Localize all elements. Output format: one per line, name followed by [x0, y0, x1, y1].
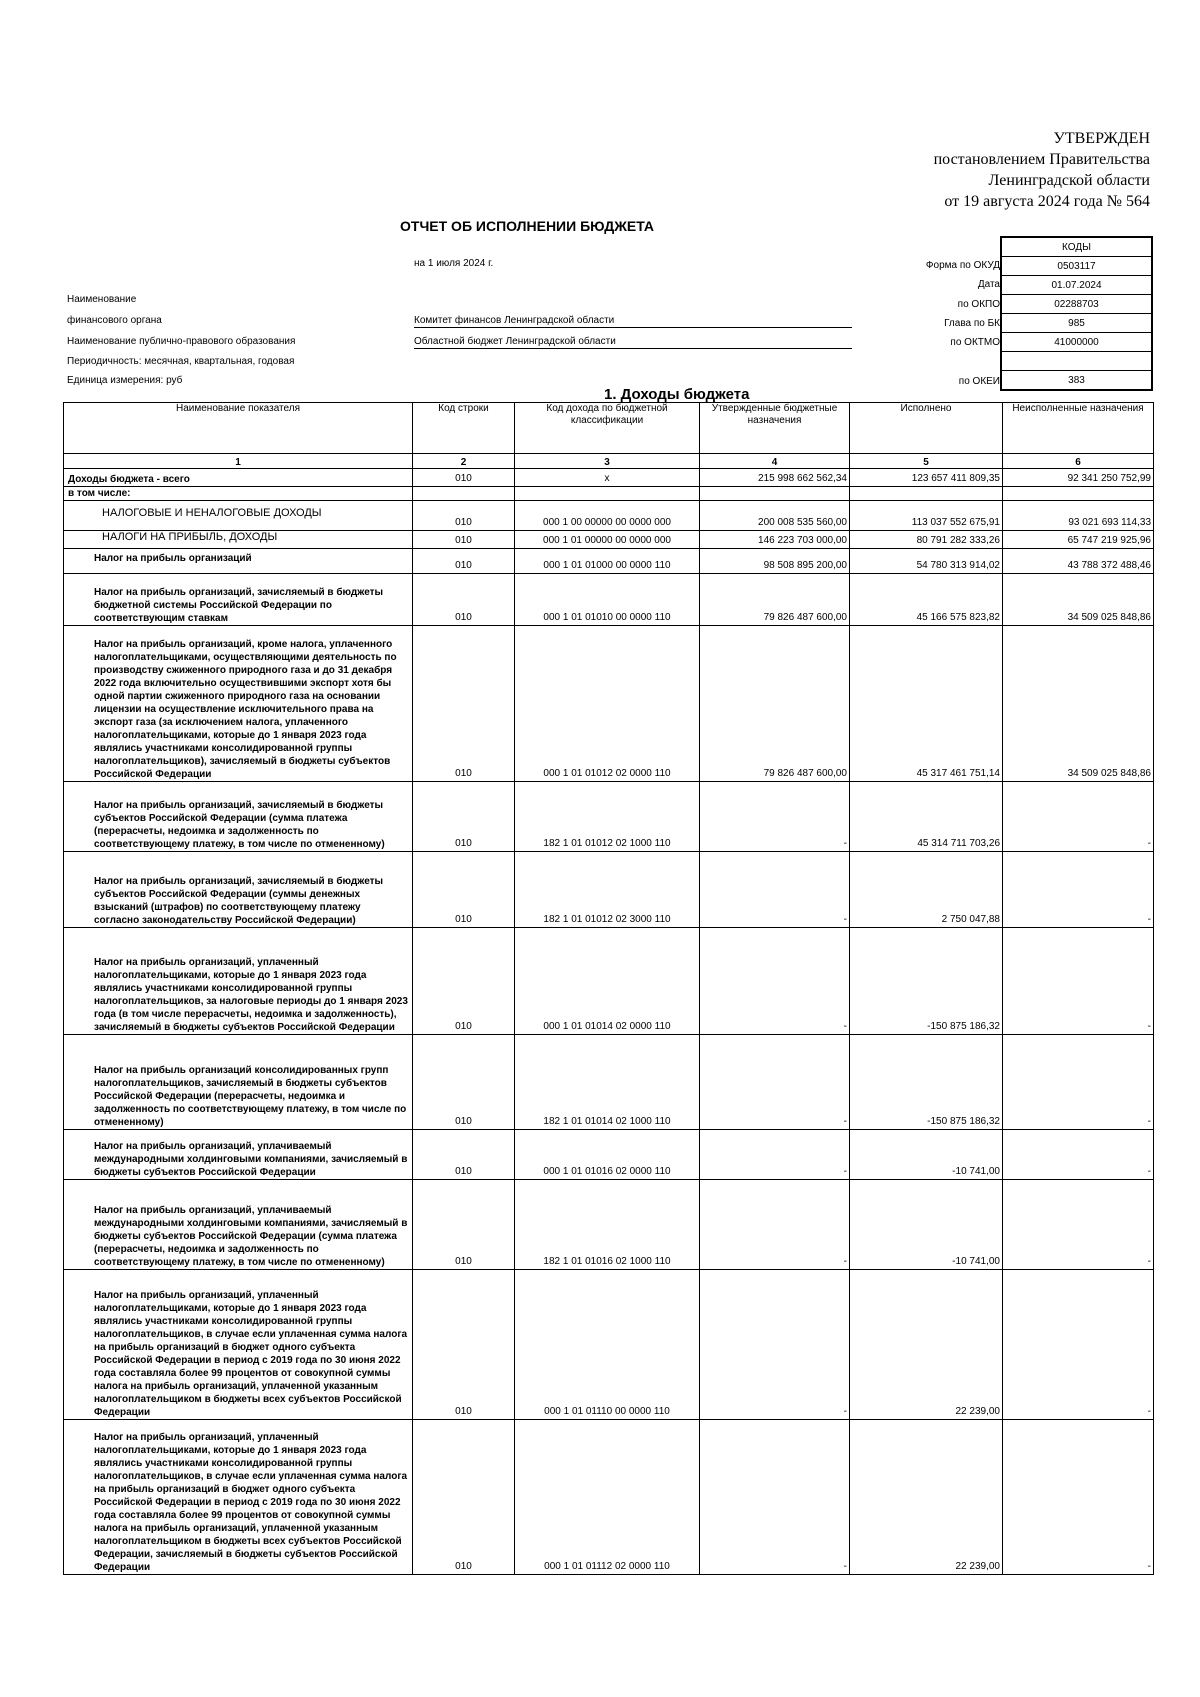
row-approved: 79 826 487 600,00 — [700, 626, 850, 782]
row-approved: 98 508 895 200,00 — [700, 549, 850, 574]
row-unexecuted: - — [1003, 928, 1154, 1035]
row-income-code: 000 1 00 00000 00 0000 000 — [515, 501, 700, 531]
row-name: Налог на прибыль организаций, кроме налога, уплаченного налогоплательщиками, осуществляющими деятельность по производству сжиженного природного газа и до 31 декабря 2022 года включительно осуществившими экспорт хотя бы одной партии сжиженного природного газа на основании лицензии на осуществление исключительного права на экспорт газа (за исключением налога, уплаченного налогоплательщиками, которые до 1 января 2023 года являлись участниками консолидированной группы налогоплательщиков), зачисляемый в бюджеты субъектов Российской Федерации — [64, 626, 413, 782]
row-name: Налог на прибыль организаций, зачисляемый в бюджеты бюджетной системы Российской Федерации по соответствующим ставкам — [64, 574, 413, 626]
row-line-code: 010 — [413, 782, 515, 852]
row-executed: -150 875 186,32 — [850, 1035, 1003, 1130]
row-unexecuted: 43 788 372 488,46 — [1003, 549, 1154, 574]
row-approved: - — [700, 1130, 850, 1180]
col-number: 5 — [850, 454, 1003, 469]
unit-of-measure: Единица измерения: руб — [67, 375, 183, 386]
date-label: Дата — [977, 279, 1000, 291]
row-name: Налог на прибыль организаций, уплачиваемый международными холдинговыми компаниями, зачисляемый в бюджеты субъектов Российской Федерации (сумма платежа (перерасчеты, недоимка и задолженность по соответствующему платежу, в том числе по отмененному) — [64, 1180, 413, 1270]
row-executed: 22 239,00 — [850, 1270, 1003, 1420]
document-title: ОТЧЕТ ОБ ИСПОЛНЕНИИ БЮДЖЕТА — [400, 218, 654, 234]
date-code: 01.07.2024 — [1001, 276, 1152, 295]
row-line-code: 010 — [413, 928, 515, 1035]
row-approved: 79 826 487 600,00 — [700, 574, 850, 626]
row-executed — [850, 487, 1003, 501]
table-row — [64, 487, 1154, 501]
row-approved: 215 998 662 562,34 — [700, 469, 850, 487]
row-approved: - — [700, 852, 850, 928]
row-executed: 2 750 047,88 — [850, 852, 1003, 928]
empty-label — [926, 352, 1000, 371]
row-executed: 123 657 411 809,35 — [850, 469, 1003, 487]
row-name: Налог на прибыль организаций, уплаченный налогоплательщиками, которые до 1 января 2023 года являлись участниками консолидированной группы налогоплательщиков, в случае если уплаченная сумма налога на прибыль организаций в бюджет одного субъекта Российской Федерации в период с 2019 года по 30 июня 2022 года составляла более 99 процентов от совокупной суммы налога на прибыль организаций, уплаченной указанным налогоплательщиком в бюджеты всех субъектов Российской Федерации, зачисляемый в бюджеты субъектов Российской Федерации — [64, 1420, 413, 1575]
col-number: 2 — [413, 454, 515, 469]
row-line-code: 010 — [413, 469, 515, 487]
okei-code: 383 — [1001, 371, 1152, 391]
row-line-code: 010 — [413, 531, 515, 549]
row-income-code: 000 1 01 01010 00 0000 110 — [515, 574, 700, 626]
row-unexecuted: - — [1003, 1270, 1154, 1420]
col-number: 6 — [1003, 454, 1154, 469]
codes-labels — [926, 256, 1000, 391]
row-executed: 80 791 282 333,26 — [850, 531, 1003, 549]
table-row — [64, 531, 1154, 549]
row-unexecuted: - — [1003, 1035, 1154, 1130]
bk-code: 985 — [1001, 314, 1152, 333]
pub-entity-value: Областной бюджет Ленинградской области — [414, 336, 852, 349]
row-line-code: 010 — [413, 1130, 515, 1180]
fin-org-label: финансового органа — [67, 315, 162, 326]
row-line-code: 010 — [413, 1180, 515, 1270]
col-number: 4 — [700, 454, 850, 469]
row-name: Налог на прибыль организаций консолидированных групп налогоплательщиков, зачисляемый в бюджеты субъектов Российской Федерации (перерасчеты, недоимка и задолженность по соответствующему платежу, в том числе по отмененному) — [64, 1035, 413, 1130]
row-unexecuted: 92 341 250 752,99 — [1003, 469, 1154, 487]
row-income-code: 000 1 01 01110 00 0000 110 — [515, 1270, 700, 1420]
row-line-code: 010 — [413, 1420, 515, 1575]
col-number: 3 — [515, 454, 700, 469]
row-income-code: 000 1 01 00000 00 0000 000 — [515, 531, 700, 549]
row-income-code: 000 1 01 01000 00 0000 110 — [515, 549, 700, 574]
row-executed: 45 317 461 751,14 — [850, 626, 1003, 782]
okud-code: 0503117 — [1001, 257, 1152, 276]
row-income-code: 000 1 01 01014 02 0000 110 — [515, 928, 700, 1035]
row-income-code — [515, 487, 700, 501]
row-unexecuted: - — [1003, 782, 1154, 852]
row-approved: - — [700, 928, 850, 1035]
row-unexecuted: - — [1003, 1130, 1154, 1180]
table-row — [64, 852, 1154, 928]
row-unexecuted — [1003, 487, 1154, 501]
table-row — [64, 1420, 1154, 1575]
approval-line-4: от 19 августа 2024 года № 564 — [944, 193, 1150, 210]
row-line-code: 010 — [413, 626, 515, 782]
header-income-code: Код дохода по бюджетной классификации — [515, 403, 700, 454]
row-unexecuted: - — [1003, 1180, 1154, 1270]
fin-org-value: Комитет финансов Ленинградской области — [414, 315, 852, 328]
header-line-code: Код строки — [413, 403, 515, 454]
codes-header: КОДЫ — [1001, 237, 1152, 257]
table-row — [64, 1180, 1154, 1270]
row-executed: 45 166 575 823,82 — [850, 574, 1003, 626]
oktmo-label: по ОКТМО — [950, 337, 1000, 349]
row-name: в том числе: — [64, 487, 413, 501]
section-title: 1. Доходы бюджета — [604, 386, 750, 403]
bk-label: Глава по БК — [944, 317, 1000, 329]
income-table — [63, 402, 1154, 1575]
row-income-code: 182 1 01 01012 02 1000 110 — [515, 782, 700, 852]
column-number-row — [64, 454, 1154, 469]
row-approved: - — [700, 782, 850, 852]
row-unexecuted: 65 747 219 925,96 — [1003, 531, 1154, 549]
okpo-label: по ОКПО — [957, 298, 1000, 310]
row-approved — [700, 487, 850, 501]
table-row — [64, 501, 1154, 531]
row-income-code: 182 1 01 01012 02 3000 110 — [515, 852, 700, 928]
approval-line-1: УТВЕРЖДЕН — [1053, 130, 1150, 147]
row-line-code: 010 — [413, 574, 515, 626]
row-unexecuted: - — [1003, 1420, 1154, 1575]
report-date: на 1 июля 2024 г. — [414, 258, 494, 269]
row-name: Доходы бюджета - всего — [64, 469, 413, 487]
row-income-code: 000 1 01 01016 02 0000 110 — [515, 1130, 700, 1180]
row-approved: - — [700, 1180, 850, 1270]
row-unexecuted: 34 509 025 848,86 — [1003, 574, 1154, 626]
header-indicator: Наименование показателя — [64, 403, 413, 454]
table-row — [64, 1270, 1154, 1420]
row-unexecuted: - — [1003, 852, 1154, 928]
row-approved: 200 008 535 560,00 — [700, 501, 850, 531]
row-name: Налог на прибыль организаций, уплаченный налогоплательщиками, которые до 1 января 2023 года являлись участниками консолидированной группы налогоплательщиков, в случае если уплаченная сумма налога на прибыль организаций в бюджет одного субъекта Российской Федерации в период с 2019 года по 30 июня 2022 года составляла более 99 процентов от совокупной суммы налога на прибыль организаций, уплаченной указанным налогоплательщиком в бюджеты всех субъектов Российской Федерации — [64, 1270, 413, 1420]
row-executed: 113 037 552 675,91 — [850, 501, 1003, 531]
row-name: Налог на прибыль организаций, зачисляемый в бюджеты субъектов Российской Федерации (сумма платежа (перерасчеты, недоимка и задолженность по соответствующему платежу, в том числе по отмененному) — [64, 782, 413, 852]
table-row — [64, 928, 1154, 1035]
pub-entity-label: Наименование публично-правового образования — [67, 336, 296, 347]
row-line-code: 010 — [413, 1270, 515, 1420]
row-income-code: x — [515, 469, 700, 487]
row-name: НАЛОГИ НА ПРИБЫЛЬ, ДОХОДЫ — [64, 531, 413, 549]
row-name: Налог на прибыль организаций — [64, 549, 413, 574]
periodicity: Периодичность: месячная, квартальная, годовая — [67, 356, 295, 367]
row-income-code: 182 1 01 01016 02 1000 110 — [515, 1180, 700, 1270]
header-unexecuted: Неисполненные назначения — [1003, 403, 1154, 454]
row-income-code: 000 1 01 01112 02 0000 110 — [515, 1420, 700, 1575]
row-line-code — [413, 487, 515, 501]
table-header-row — [64, 403, 1154, 454]
row-line-code: 010 — [413, 852, 515, 928]
table-row — [64, 1130, 1154, 1180]
row-name: Налог на прибыль организаций, уплаченный налогоплательщиками, которые до 1 января 2023 года являлись участниками консолидированной группы налогоплательщиков, за налоговые периоды до 1 января 2023 года (в том числе перерасчеты, недоимка и задолженность), зачисляемый в бюджеты субъектов Российской Федерации — [64, 928, 413, 1035]
table-row — [64, 626, 1154, 782]
row-name: НАЛОГОВЫЕ И НЕНАЛОГОВЫЕ ДОХОДЫ — [64, 501, 413, 531]
row-line-code: 010 — [413, 1035, 515, 1130]
empty-code — [1001, 352, 1152, 371]
oktmo-code: 41000000 — [1001, 333, 1152, 352]
row-executed: -10 741,00 — [850, 1130, 1003, 1180]
row-unexecuted: 93 021 693 114,33 — [1003, 501, 1154, 531]
okpo-code: 02288703 — [1001, 295, 1152, 314]
row-name: Налог на прибыль организаций, уплачиваемый международными холдинговыми компаниями, зачисляемый в бюджеты субъектов Российской Федерации — [64, 1130, 413, 1180]
table-row — [64, 549, 1154, 574]
okei-label: по ОКЕИ — [958, 375, 1000, 387]
header-executed: Исполнено — [850, 403, 1003, 454]
row-income-code: 182 1 01 01014 02 1000 110 — [515, 1035, 700, 1130]
row-approved: - — [700, 1270, 850, 1420]
row-executed: -150 875 186,32 — [850, 928, 1003, 1035]
table-row — [64, 469, 1154, 487]
table-row — [64, 1035, 1154, 1130]
table-row — [64, 574, 1154, 626]
header-approved: Утвержденные бюджетные назначения — [700, 403, 850, 454]
row-approved: - — [700, 1035, 850, 1130]
row-income-code: 000 1 01 01012 02 0000 110 — [515, 626, 700, 782]
row-executed: 45 314 711 703,26 — [850, 782, 1003, 852]
approval-block — [934, 128, 1150, 212]
row-line-code: 010 — [413, 501, 515, 531]
table-row — [64, 782, 1154, 852]
codes-box — [1000, 236, 1153, 391]
okud-label: Форма по ОКУД — [925, 260, 1000, 271]
approval-line-2: постановлением Правительства — [933, 151, 1150, 168]
row-approved: - — [700, 1420, 850, 1575]
approval-line-3: Ленинградской области — [988, 172, 1150, 189]
row-approved: 146 223 703 000,00 — [700, 531, 850, 549]
name-label: Наименование — [67, 294, 137, 305]
row-line-code: 010 — [413, 549, 515, 574]
row-name: Налог на прибыль организаций, зачисляемый в бюджеты субъектов Российской Федерации (суммы денежных взысканий (штрафов) по соответствующему платежу согласно законодательству Российской Федерации) — [64, 852, 413, 928]
row-unexecuted: 34 509 025 848,86 — [1003, 626, 1154, 782]
row-executed: -10 741,00 — [850, 1180, 1003, 1270]
col-number: 1 — [64, 454, 413, 469]
row-executed: 22 239,00 — [850, 1420, 1003, 1575]
row-executed: 54 780 313 914,02 — [850, 549, 1003, 574]
